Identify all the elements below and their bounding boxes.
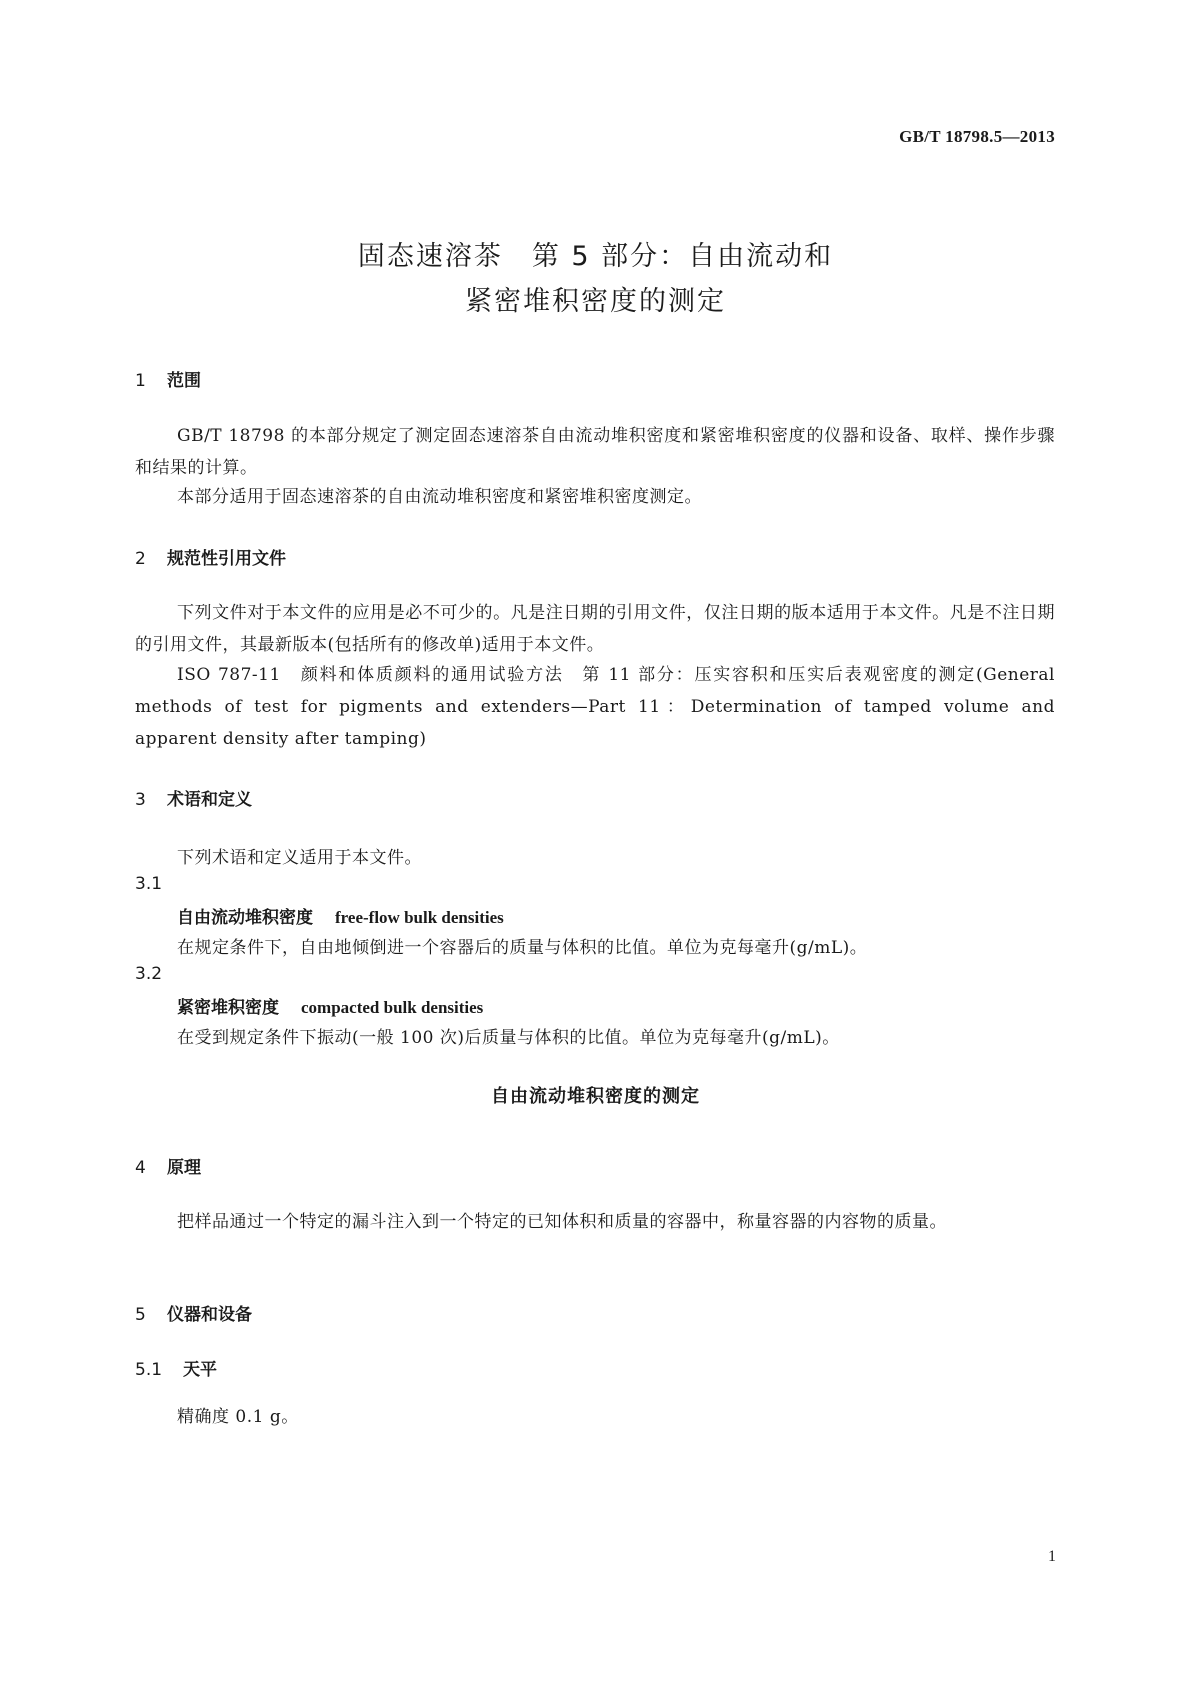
section-1-paragraph-1: GB/T 18798 的本部分规定了测定固态速溶茶自由流动堆积密度和紧密堆积密度的仪器和设备、取样、操作步骤和结果的计算。 — [135, 426, 1055, 478]
section-3-heading — [135, 785, 252, 810]
section-1-paragraph-2: 本部分适用于固态速溶茶的自由流动堆积密度和紧密堆积密度测定。 — [177, 487, 702, 507]
term-en: compacted bulk densities — [301, 998, 484, 1017]
section-title: 天平 — [183, 1360, 217, 1380]
section-5-1-text: 精确度 0.1 g。 — [177, 1407, 299, 1427]
section-2-paragraph-2: ISO 787-11 颜料和体质颜料的通用试验方法 第 11 部分：压实容积和压实后表观密度的测定(General methods of test for pigments and extenders—Part 11：Determination of tamped volume and apparent density after tamping) — [135, 665, 1055, 749]
section-number: 1 — [135, 371, 146, 391]
term-number: 3.2 — [135, 964, 163, 984]
term-number: 3.1 — [135, 874, 163, 894]
term-zh: 自由流动堆积密度 — [177, 908, 313, 928]
term-zh: 紧密堆积密度 — [177, 998, 279, 1018]
document-title-line-2: 紧密堆积密度的测定 — [465, 286, 726, 317]
document-title-line-1: 固态速溶茶 第 5 部分：自由流动和 — [357, 241, 834, 272]
section-4-heading — [135, 1153, 201, 1178]
section-title: 术语和定义 — [167, 790, 252, 810]
section-number: 5 — [135, 1305, 146, 1325]
section-number: 3 — [135, 790, 146, 810]
section-title: 仪器和设备 — [167, 1305, 252, 1325]
standard-number: GB/T 18798.5—2013 — [899, 127, 1055, 146]
section-2-paragraph-1: 下列文件对于本文件的应用是必不可少的。凡是注日期的引用文件，仅注日期的版本适用于本文件。凡是不注日期的引用文件，其最新版本(包括所有的修改单)适用于本文件。 — [135, 603, 1055, 655]
term-definition: 在受到规定条件下振动(一般 100 次)后质量与体积的比值。单位为克每毫升(g/mL)。 — [177, 1028, 840, 1048]
term-title — [177, 993, 483, 1018]
section-title: 原理 — [167, 1158, 201, 1178]
page-number: 1 — [1048, 1548, 1056, 1565]
section-5-1-heading — [135, 1355, 217, 1380]
section-number: 5.1 — [135, 1360, 163, 1380]
part-heading: 自由流动堆积密度的测定 — [491, 1086, 700, 1107]
section-number: 4 — [135, 1158, 146, 1178]
section-title: 范围 — [167, 371, 201, 391]
term-title — [177, 903, 504, 928]
term-definition: 在规定条件下，自由地倾倒进一个容器后的质量与体积的比值。单位为克每毫升(g/mL)。 — [177, 938, 868, 958]
section-title: 规范性引用文件 — [167, 549, 286, 569]
section-1-heading — [135, 366, 201, 391]
section-2-heading — [135, 544, 286, 569]
section-3-intro: 下列术语和定义适用于本文件。 — [177, 848, 422, 868]
term-en: free-flow bulk densities — [335, 908, 504, 927]
section-4-paragraph-1: 把样品通过一个特定的漏斗注入到一个特定的已知体积和质量的容器中，称量容器的内容物的质量。 — [177, 1212, 947, 1232]
section-number: 2 — [135, 549, 146, 569]
section-5-heading — [135, 1300, 252, 1325]
